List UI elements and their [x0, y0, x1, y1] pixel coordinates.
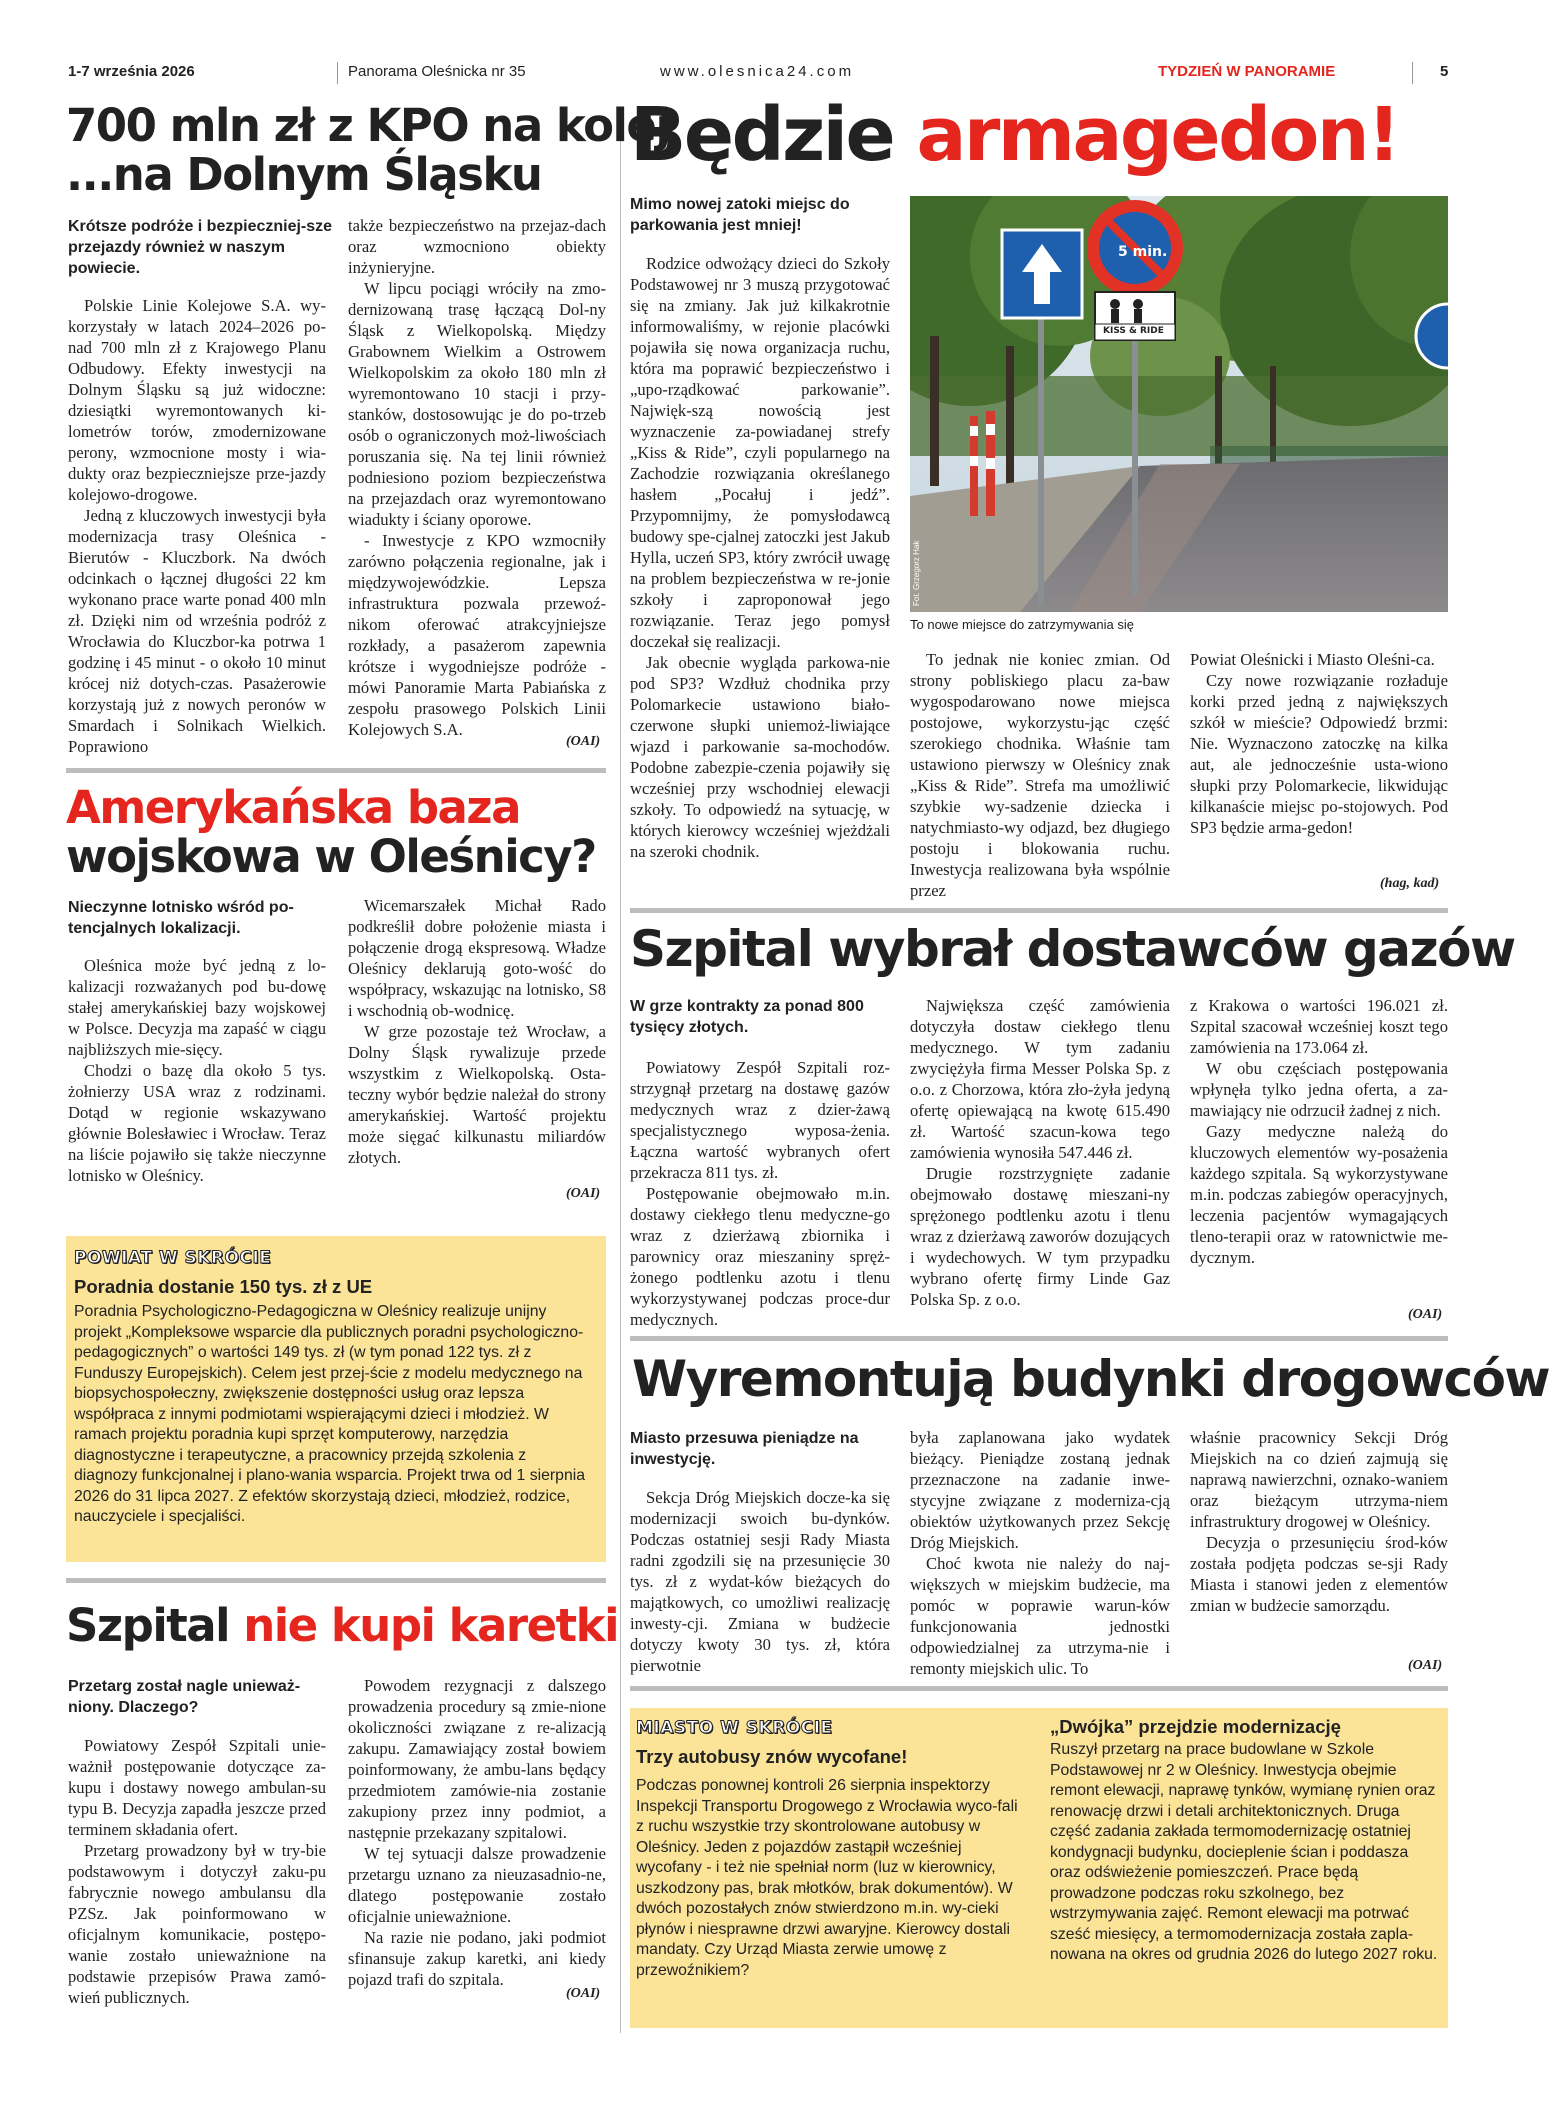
- armagedon-signature: (hag, kad): [1380, 876, 1440, 891]
- miasto-box-head2: „Dwójka” przejdzie modernizację: [1050, 1716, 1341, 1737]
- baza-signature: (OAI): [566, 1186, 601, 1201]
- paragraph: Przetarg prowadzony był w try-bie podstawowym i dotyczył zaku-pu fabrycznie nowego ambulansu dla PZSz. Jak poinformowano w oficjalnym komunikacie, postępo-wanie zostało unieważnione na podstawie przepisów Prawa zamó-wień publicznych.: [68, 1840, 326, 2007]
- paragraph: Jak obecnie wygląda parkowa-nie pod SP3? Wzdłuż chodnika przy Polomarkecie ustawiono biało-czerwone słupki uniemoż-liwiające wjazd i parkowanie sa-mochodów. Podobne zabezpie-czenia pojawiły się wcześniej przy wschodniej elewacji szkoły. To odpowiedź na sytuację, w których kierowcy wcześniej wjeżdżali na szeroki chodnik.: [630, 652, 890, 861]
- paragraph: Jedną z kluczowych inwestycji była modernizacja trasy Oleśnica - Bierutów - Kluczbork. Na dwóch odcinkach o łącznej długości 22 km wykonano prace warte ponad 400 mln zł. Dzięki nim od września podróż z Wrocławia do Kluczbor-ka potrwa 1 godzinę i 45 minut - o około 10 minut krócej niż dotych-czas. Pasażerowie korzystają już z nowych peronów w Smardach i Solnikach Wielkich. Poprawiono: [68, 505, 326, 756]
- powiat-box-text: Poradnia Psychologiczno-Pedagogiczna w Oleśnicy realizuje unijny projekt „Kompleksowe wsparcie dla publicznych poradni psychologiczno-pedagogicznych” o wartości 149 tys. zł (w tym ponad 122 tys. zł z Funduszy Europejskich). Celem jest przej-ście z modelu medycznego na biopsychospołeczny, zwiększenie dostępności usług oraz lepsza współpraca z innymi podmiotami wspierającymi dzieci i młodzież. W ramach projektu poradnia kupi sprzęt komputerowy, narzędzia diagnostyczne i terapeutyczne, a pracownicy przejdą szkolenia z diagnozy funkcjonalnej i plano-wania wsparcia. Projekt trwa od 1 sierpnia 2026 do 31 lipca 2027. Z efektów skorzystają dzieci, młodzież, rodzice, nauczyciele i specjaliści.: [74, 1303, 586, 1526]
- armagedon-title-b: armagedon!: [916, 92, 1399, 178]
- miasto-box-text2: Ruszył przetarg na prace budowlane w Szkole Podstawowej nr 2 w Oleśnicy. Inwestycja obejmie remont elewacji, naprawę tynków, wymianę rynien oraz renowację drzwi i detali architektonicznych. Druga część zadania zakłada termomodernizację ostatniej kondygnacji budynku, docieplenie ścian i poddasza oraz odświeżenie pomieszczeń. Prace będą prowadzone podczas roku szkolnego, bez wstrzymywania zajęć. Remont elewacji ma potrwać sześć miesięcy, a termomodernizacja została zapla-nowana na okres od grudnia 2026 do lutego 2027 roku.: [1050, 1741, 1438, 1964]
- paragraph: Powiatowy Zespół Szpitali roz-strzygnął przetarg na dostawę gazów medycznych wraz z dzier-żawą specjalistycznego wyposa-żenia. Łączna wartość wybranych ofert przekracza 811 tys. zł.: [630, 1058, 890, 1182]
- armagedon-col1: [630, 254, 890, 863]
- sign-time: 5 min.: [1118, 244, 1168, 260]
- header-divider: [1412, 62, 1413, 84]
- powiat-box-head: Poradnia dostanie 150 tys. zł z UE: [74, 1276, 373, 1297]
- drogi-lead: Miasto przesuwa pieniądze na inwestycję.: [630, 1430, 859, 1469]
- paragraph: także bezpieczeństwo na przejaz-dach oraz wzmocniono obiekty inżynieryjne.: [348, 216, 606, 277]
- gazy-col2: [910, 996, 1170, 1311]
- paragraph: Sekcja Dróg Miejskich docze-ka się modernizacji swoich bu-dynków. Podczas ostatniej sesji Rady Miasta radni zgodzili się na przesunięcie 30 tys. zł z wydat-ków bieżących do majątkowych, co umożliwi realizację inwesty-cji. Zmiana w budżecie dotyczy kwoty 30 tys. zł, która pierwotnie: [630, 1488, 890, 1675]
- paragraph: Powodem rezygnacji z dalszego prowadzenia procedury są zmie-nione okoliczności związane z re-alizacją zakupu. Zamawiający został bowiem poinformowany, że ambu-lans będący przedmiotem zamówie-nia zostanie zakupiony przez inny podmiot, a następnie przekazany szpitalowi.: [348, 1676, 606, 1842]
- paragraph: Rodzice odwożący dzieci do Szkoły Podstawowej nr 3 muszą przygotować się na zmiany. Jak już kilkakrotnie informowaliśmy, w rejonie placówki pojawiła się nowa organizacja ruchu, która ma poprawić bezpieczeństwo i „upo-rządkować parkowanie”. Najwięk-szą nowością jest wyznaczenie za-powiadanej strefy „Kiss & Ride”, czyli popularnego na Zachodzie rozwiązania określanego hasłem „Pocałuj i jedź”. Przypomnijmy, że pomysłodawcą budowy spe-cjalnej zatoczki jest Jakub Hylla, uczeń SP3, który zwrócił uwagę na problem bezpieczeństwa w re-jonie szkoły i zaproponował jego rozwiązanie. Teraz jego pomysł doczekał się realizacji.: [630, 254, 890, 651]
- paragraph: Wicemarszałek Michał Rado podkreślił dobre położenie miasta i połączenie drogą ekspresową. Władze Oleśnicy deklarują goto-wość do współpracy, wskazując na lotnisko, S8 i wschodnią ob-wodnicę.: [348, 896, 606, 1020]
- issue-date: 1-7 września 2026: [68, 63, 195, 80]
- karetka-headline: [66, 1599, 619, 1652]
- paragraph: właśnie pracownicy Sekcji Dróg Miejskich na co dzień zajmują się naprawą nawierzchni, oznako-waniem oraz bieżącym utrzyma-niem infrastruktury drogowej w Oleśnicy.: [1190, 1428, 1448, 1531]
- armagedon-title-a: Będzie: [630, 92, 894, 178]
- baza-title-line1: Amerykańska baza: [66, 781, 520, 834]
- paragraph: była zaplanowana jako wydatek bieżący. Pieniądze zostaną jednak przeznaczone na zadanie inwe-stycyjne związane z moderniza-cją obiektów użytkowanych przez Sekcję Dróg Miejskich.: [910, 1428, 1170, 1552]
- kpo-lead: Krótsze podróże i bezpieczniej-sze przejazdy również w naszym powiecie.: [68, 218, 333, 278]
- section-rule: [630, 1336, 1448, 1341]
- baza-lead: Nieczynne lotnisko wśród po-tencjalnych lokalizacji.: [68, 899, 294, 938]
- baza-title-line2: wojskowa w Oleśnicy?: [66, 829, 596, 883]
- paragraph: W grze pozostaje też Wrocław, a Dolny Śląsk rywalizuje przede wszystkim z Wielkopolską. Osta-teczny wybór będzie należał do strony amerykańskiej. Wartość projektu może sięgać kilkunastu miliardów złotych.: [348, 1021, 606, 1167]
- karetka-col2: [348, 1676, 606, 1991]
- paragraph: Powiat Oleśnicki i Miasto Oleśni-ca.: [1190, 650, 1435, 669]
- street-photo: [910, 196, 1448, 612]
- paragraph: Czy nowe rozwiązanie rozładuje korki przed jedną z największych szkół w mieście? Odpowiedź brzmi: Nie. Wyznaczono zatoczkę na kilka aut, ale jednocześnie usta-wiono słupki przy Polomarkecie, likwidując kilkanaście miejsc po-stojowych. Pod SP3 będzie arma-gedon!: [1190, 670, 1448, 837]
- armagedon-lead: Mimo nowej zatoki miejsc do parkowania jest mniej!: [630, 196, 850, 235]
- kpo-signature: (OAI): [566, 734, 601, 749]
- drogi-headline: Wyremontują budynki drogowców: [632, 1350, 1550, 1408]
- paragraph: Na razie nie podano, jaki podmiot sfinansuje zakup karetki, ani kiedy pojazd trafi do szpitala.: [348, 1927, 606, 1989]
- page-number: 5: [1440, 63, 1449, 80]
- section-rule: [66, 768, 606, 773]
- karetka-title-a: Szpital: [66, 1599, 230, 1652]
- paragraph: Polskie Linie Kolejowe S.A. wy-korzystały w latach 2024–2026 po-nad 700 mln zł z Krajowego Planu Odbudowy. Efekty inwestycji na Dolnym Śląsku są już widoczne: dziesiątki wyremontowanych ki-lometrów torów, zmodernizowane perony, wzmocnione mosty i wia-dukty oraz bezpieczniejsze prze-jazdy kolejowo-drogowe.: [68, 296, 326, 504]
- kpo-col1: [68, 296, 326, 758]
- section-name: TYDZIEŃ W PANORAMIE: [1158, 63, 1336, 80]
- armagedon-headline: [630, 92, 1399, 178]
- photo-credit: Fot. Grzegorz Hak: [912, 540, 921, 606]
- gazy-headline: Szpital wybrał dostawców gazów: [630, 920, 1515, 978]
- baza-col1: [68, 956, 326, 1187]
- paragraph: Powiatowy Zespół Szpitali unie-ważnił postępowanie dotyczące za-kupu i dostawy nowego ambulan-su typu B. Decyzja zapadła jeszcze przed terminem składania ofert.: [68, 1736, 326, 1839]
- kpo-headline: [66, 99, 670, 201]
- paragraph: Drugie rozstrzygnięte zadanie obejmowało dostawę mieszani-ny sprężonego podtlenku azotu i tlenu wraz z dzierżawą zaworów dozujących i wydechowych. W tym przypadku wybrano ofertę firmy Linde Gaz Polska Sp. z o.o.: [910, 1163, 1170, 1309]
- photo-caption: To nowe miejsce do zatrzymywania się: [910, 617, 1134, 632]
- paragraph: - Inwestycje z KPO wzmocniły zarówno połączenia regionalne, jak i międzywojewódzkie. Lepsza infrastruktura pozwala przewoź-nikom oferować atrakcyjniejsze rozkłady, a pasażerom zapewnia krótsze i wygodniejsze podróże - mówi Panoramie Marta Pabiańska z zespołu prasowego Polskich Linii Kolejowych S.A.: [348, 530, 606, 739]
- drogi-col2: [910, 1428, 1170, 1680]
- paragraph: Chodzi o bazę dla około 5 tys. żołnierzy USA wraz z rodzinami. Dotąd w regionie wskazywano głównie Bolesławiec i Wrocław. Teraz na liście pojawiło się także nieczynne lotnisko w Oleśnicy.: [68, 1060, 326, 1185]
- karetka-col1: [68, 1736, 326, 2009]
- drogi-col1: [630, 1488, 890, 1677]
- gazy-col1: [630, 1058, 890, 1331]
- paragraph: W obu częściach postępowania wpłynęła tylko jedna oferta, a za-mawiający nie odrzucił żadnej z nich.: [1190, 1058, 1448, 1120]
- paragraph: Największa część zamówienia dotyczyła dostaw ciekłego tlenu medycznego. W tym zadaniu zwyciężyła firma Messer Polska Sp. z o.o. z Chorzowa, która zło-żyła jedyną ofertę opiewającą na kwotę 615.490 zł. Wartość szacun-kowa tego zamówienia wynosiła 547.446 zł.: [910, 996, 1170, 1162]
- street-photo-image: [910, 196, 1448, 612]
- baza-headline: [66, 781, 596, 883]
- drogi-col3: [1190, 1428, 1448, 1617]
- armagedon-col2: [910, 650, 1170, 902]
- section-rule: [630, 1686, 1448, 1691]
- gazy-col3: [1190, 996, 1448, 1269]
- paragraph: Gazy medyczne należą do kluczowych elementów wy-posażenia każdego szpitala. Są wykorzystywane m.in. podczas zabiegów operacyjnych, leczenia pacjentów wymagających tleno-terapii oraz w ratownictwie me-dycznym.: [1190, 1121, 1448, 1267]
- karetka-lead: Przetarg został nagle unieważ-niony. Dlaczego?: [68, 1678, 301, 1717]
- paragraph: To jednak nie koniec zmian. Od strony pobliskiego placu za-baw wygospodarowano nowe miejsca postojowe, wykorzystu-jąc część szerokiego chodnika. Właśnie tam ustawiono pierwszy w Oleśnicy znak „Kiss & Ride”. Strefa ma umożliwić szybkie wy-sadzenie dziecka i natychmiasto-wy odjazd, bez długiego postoju i blokowania ruchu. Inwestycja realizowana była wspólnie przez: [910, 650, 1170, 900]
- drogi-signature: (OAI): [1408, 1658, 1443, 1673]
- paragraph: W lipcu pociągi wróciły na zmo-dernizowaną trasę łączącą Dol-ny Śląsk z Wielkopolską. Między Grabownem Wielkim a Ostrowem Wielkopolskim za około 180 mln zł wyremontowano 10 stacji i przy-stanków, dostosowując je do po-trzeb osób o ograniczonych moż-liwościach poruszania się. Na tej linii również podniesiono poziom bezpieczeństwa na przejazdach oraz wyremontowano wiadukty i ściany oporowe.: [348, 278, 606, 529]
- karetka-title-b: nie kupi karetki: [243, 1599, 619, 1652]
- section-rule: [630, 908, 1448, 913]
- karetka-signature: (OAI): [566, 1986, 601, 2001]
- column-divider: [620, 108, 621, 2033]
- miasto-box-head1: Trzy autobusy znów wycofane!: [636, 1746, 908, 1767]
- paragraph: z Krakowa o wartości 196.021 zł. Szpital szacował wcześniej koszt tego zamówienia na 173.064 zł.: [1190, 996, 1448, 1057]
- kpo-col2: [348, 216, 606, 741]
- paragraph: Choć kwota nie należy do naj-większych w miejskim budżecie, ma pomóc w poprawie warun-ków funkcjonowania jednostki odpowiedzialnej za utrzyma-nie i remonty miejskich ulic. To: [910, 1553, 1170, 1678]
- kpo-title-line2: ...na Dolnym Śląsku: [66, 147, 542, 201]
- paragraph: Postępowanie obejmowało m.in. dostawy ciekłego tlenu medyczne-go wraz z dzierżawą zbiornika i parownicy oraz mieszaniny spręż-żonego podtlenku azotu i tlenu wykorzystywanej podczas proce-dur medycznych.: [630, 1183, 890, 1329]
- gazy-signature: (OAI): [1408, 1307, 1443, 1322]
- miasto-box-text1: Podczas ponownej kontroli 26 sierpnia inspektorzy Inspekcji Transportu Drogowego z Wrocławia wyco-fali z ruchu wszystkie trzy skontrolowane autobusy w Oleśnicy. Jeden z pojazdów zastąpił wcześniej wycofany - i też nie spełniał norm (luz w kierownicy, uszkodzony pas, brak młotków, brak dokumentów). W dwóch pozostałych znów stwierdzono m.in. wy-cieki płynów i niesprawne drzwi awaryjne. Kierowcy dostali mandaty. Czy Urząd Miasta zerwie umowę z przewoźnikiem?: [636, 1777, 1018, 1979]
- website-url[interactable]: www.olesnica24.com: [660, 63, 855, 80]
- paragraph: W tej sytuacji dalsze prowadzenie przetargu uznano za nieuzasadnio-ne, dlatego postępowanie zostało oficjalnie unieważnione.: [348, 1843, 606, 1926]
- armagedon-col3: [1190, 650, 1448, 839]
- paragraph: Oleśnica może być jedną z lo-kalizacji rozważanych pod bu-dowę stałej amerykańskiej bazy wojskowej w Polsce. Decyzja ma zapaść w ciągu najbliższych mie-sięcy.: [68, 956, 326, 1059]
- miasto-box-tag: MIASTO W SKRÓCIE: [636, 1718, 833, 1738]
- gazy-lead: W grze kontrakty za ponad 800 tysięcy złotych.: [630, 998, 864, 1037]
- sign-kiss-ride: KISS & RIDE: [1103, 326, 1164, 336]
- paragraph: Decyzja o przesunięciu środ-ków została podjęta podczas se-sji Rady Miasta i stanowi jeden z elementów zmian w budżecie samorządu.: [1190, 1532, 1448, 1615]
- kpo-title-line1: 700 mln zł z KPO na kolej: [66, 99, 670, 152]
- section-rule: [66, 1578, 606, 1583]
- issue-number: Panorama Oleśnicka nr 35: [348, 63, 526, 80]
- baza-col2: [348, 896, 606, 1169]
- header-divider: [337, 62, 338, 84]
- powiat-box-tag: POWIAT W SKRÓCIE: [74, 1248, 272, 1268]
